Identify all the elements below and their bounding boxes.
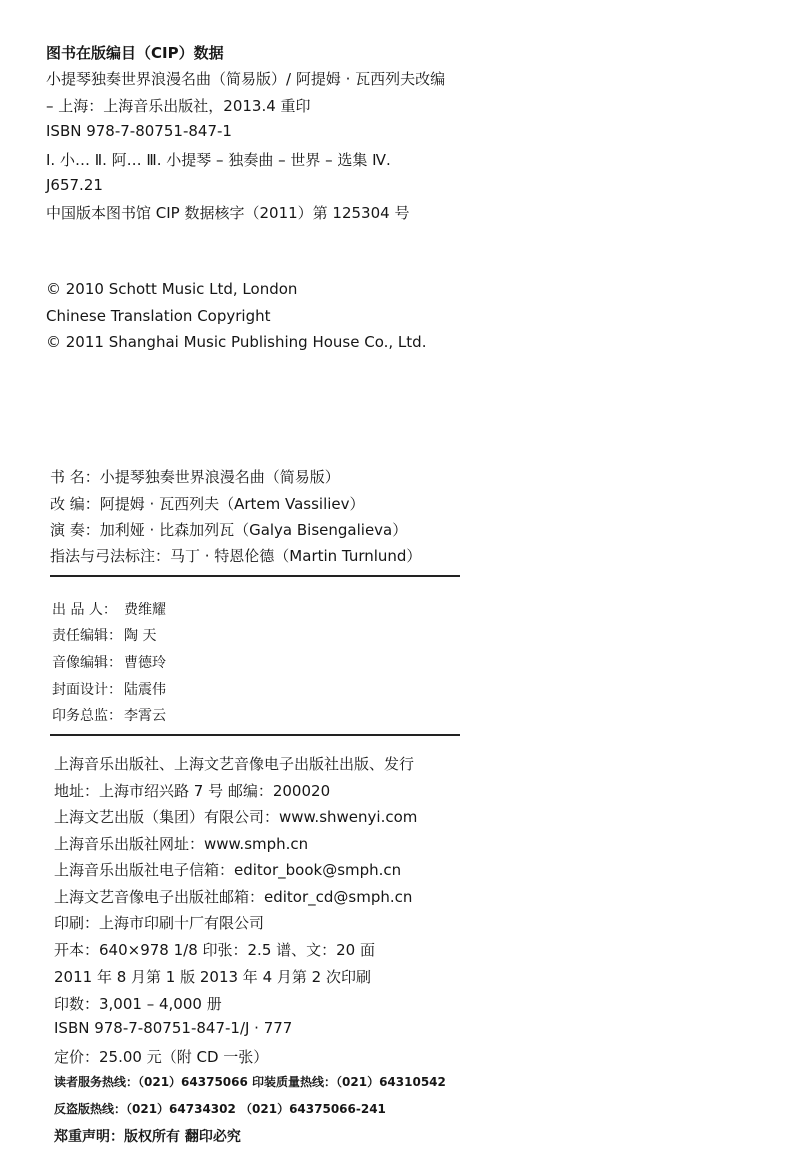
credit-fingering: 指法与弓法标注：马丁 · 特恩伦德（Martin Turnlund） xyxy=(50,547,422,565)
credit-title: 书 名：小提琴独奏世界浪漫名曲（简易版） xyxy=(50,468,340,486)
publisher-line: 开本：640×978 1/8 印张：2.5 谱、文：20 面 xyxy=(54,941,375,959)
publisher-line: 2011 年 8 月第 1 版 2013 年 4 月第 2 次印刷 xyxy=(54,968,371,986)
cip-line: 小提琴独奏世界浪漫名曲（简易版）/ 阿提姆 · 瓦西列夫改编 xyxy=(46,70,446,88)
staff-value: 陶 天 xyxy=(124,628,157,644)
copyright-line: Chinese Translation Copyright xyxy=(46,307,271,325)
cip-heading: 图书在版编目（CIP）数据 xyxy=(46,44,224,62)
publisher-line: ISBN 978-7-80751-847-1/J · 777 xyxy=(54,1019,293,1037)
hotline-piracy: 反盗版热线：（021）64734302 （021）64375066-241 xyxy=(54,1102,386,1116)
staff-value: 费维耀 xyxy=(124,602,166,618)
staff-label: 印务总监： xyxy=(52,708,122,724)
cip-line: ISBN 978-7-80751-847-1 xyxy=(46,122,232,140)
publisher-line: 上海音乐出版社网址：www.smph.cn xyxy=(54,835,309,853)
publisher-line: 上海文艺音像电子出版社邮箱：editor_cd@smph.cn xyxy=(54,888,413,906)
credit-arranger: 改 编：阿提姆 · 瓦西列夫（Artem Vassiliev） xyxy=(50,495,365,513)
cip-line: Ⅰ. 小… Ⅱ. 阿… Ⅲ. 小提琴 – 独奏曲 – 世界 – 选集 Ⅳ. xyxy=(46,151,391,169)
publisher-line: 上海文艺出版（集团）有限公司：www.shwenyi.com xyxy=(54,808,418,826)
staff-row xyxy=(52,705,166,725)
publisher-line: 地址：上海市绍兴路 7 号 邮编：200020 xyxy=(54,782,331,800)
publisher-line: 上海音乐出版社、上海文艺音像电子出版社出版、发行 xyxy=(54,755,415,773)
cip-line: J657.21 xyxy=(46,176,103,194)
staff-row xyxy=(52,625,156,645)
credit-performer: 演 奏：加利娅 · 比森加列瓦（Galya Bisengalieva） xyxy=(50,521,408,539)
publisher-line: 印数：3,001 – 4,000 册 xyxy=(54,995,222,1013)
publisher-line: 定价：25.00 元（附 CD 一张） xyxy=(54,1048,269,1066)
staff-row xyxy=(52,599,166,619)
cip-line: – 上海：上海音乐出版社，2013.4 重印 xyxy=(46,97,311,115)
divider xyxy=(50,575,460,577)
staff-value: 曹德玲 xyxy=(124,655,166,671)
rights-notice: 郑重声明：版权所有 翻印必究 xyxy=(54,1129,241,1145)
staff-row xyxy=(52,679,166,699)
staff-label: 音像编辑： xyxy=(52,655,122,671)
staff-value: 陆震伟 xyxy=(124,682,166,698)
staff-label: 出 品 人： xyxy=(52,602,117,618)
staff-label: 责任编辑： xyxy=(52,628,122,644)
cip-line: 中国版本图书馆 CIP 数据核字（2011）第 125304 号 xyxy=(46,204,410,222)
staff-value: 李霄云 xyxy=(124,708,166,724)
staff-row xyxy=(52,652,166,672)
staff-label: 封面设计： xyxy=(52,682,122,698)
copyright-line: © 2010 Schott Music Ltd, London xyxy=(46,280,298,298)
hotline-service: 读者服务热线：（021）64375066 印装质量热线：（021）64310542 xyxy=(54,1075,446,1089)
publisher-line: 上海音乐出版社电子信箱：editor_book@smph.cn xyxy=(54,861,402,879)
copyright-line: © 2011 Shanghai Music Publishing House Co., Ltd. xyxy=(46,333,427,351)
publisher-line: 印刷：上海市印刷十厂有限公司 xyxy=(54,914,265,932)
divider xyxy=(50,734,460,736)
